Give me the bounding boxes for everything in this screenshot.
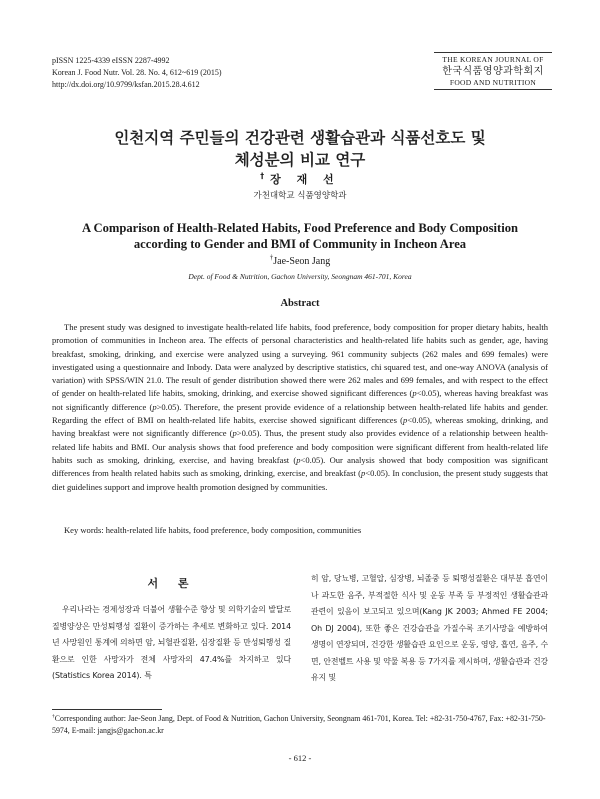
- citation-block: [52, 55, 222, 91]
- journal-logo-line2: 한국식품영양과학회지: [442, 66, 544, 77]
- body-column-right: 히 암, 당뇨병, 고혈압, 심장병, 뇌졸중 등 퇴행성질환은 대부분 흡연이나 과도한 음주, 부적절한 식사 및 운동 부족 등 부정적인 생활습관과 관련이 있음이 보고되고 있으며(Kang JK 2003; Ahmed FE 2004; Oh DJ 2004), 또한 좋은 건강습관을 가질수록 조기사망을 예방하여 생명이 연장되며, 건강한 생활습관 요인으로 운동, 영양, 흡연, 음주, 수면, 안전벨트 사용 및 약물 복용 등 7가지를 제시하며, 생활습관과 건강유지 및: [311, 574, 548, 682]
- doi-link[interactable]: http://dx.doi.org/10.9799/ksfan.2015.28.4.612: [52, 80, 200, 89]
- title-korean: [0, 127, 600, 171]
- title-korean-line1: 인천지역 주민들의 건강관련 생활습관과 식품선호도 및: [114, 129, 486, 147]
- title-english-line2: according to Gender and BMI of Community in Incheon Area: [133, 237, 467, 251]
- section-heading-introduction: 서 론: [147, 577, 197, 590]
- footnote-text: Corresponding author: Jae-Seon Jang, Dept. of Food & Nutrition, Gachon University, Seongnam 461-701, Korea. Tel: +82-31-750-4767, Fax: +82-31-750-5974, E-mail: jangjs@gachon.ac.kr: [52, 714, 546, 735]
- journal-logo-line3: FOOD AND NUTRITION: [449, 78, 537, 87]
- p-symbol: p: [152, 401, 157, 412]
- title-english-line1: A Comparison of Health-Related Habits, Food Preference and Body Composition: [81, 221, 519, 235]
- footnote-divider: [52, 709, 162, 710]
- corresponding-mark: †: [269, 253, 274, 262]
- body-column-left: 우리나라는 경제성장과 더불어 생활수준 향상 및 의학기술의 발달로 질병양상은 만성퇴행성 질환이 증가하는 추세로 변화하고 있다. 2014년 사망원인 통계에 의하면 암, 뇌혈관질환, 심장질환 등 만성퇴행성 질환으로 인한 사망자가 전체 사망자의 47.4%를 차지하고 있다(Statistics Korea 2014). 특: [52, 605, 291, 680]
- page-number: - 612 -: [288, 753, 312, 763]
- author-english: [0, 253, 600, 267]
- affiliation-english: Dept. of Food & Nutrition, Gachon University, Seongnam 461-701, Korea: [188, 272, 412, 281]
- footnote-mark: †: [52, 713, 55, 720]
- author-korean-name: 장 재 선: [270, 173, 340, 186]
- abstract-heading: Abstract: [280, 298, 320, 309]
- journal-logo-line1: THE KOREAN JOURNAL OF: [442, 55, 544, 64]
- issn: pISSN 1225-4339 eISSN 2287-4992: [52, 56, 170, 65]
- journal-logo: [434, 52, 552, 90]
- abstract-part: <0.05), whereas having breakfast was not significantly difference (: [52, 388, 548, 412]
- footnote: [52, 713, 548, 737]
- author-korean: [0, 171, 600, 187]
- abstract-text: [52, 321, 548, 494]
- p-symbol: p: [296, 454, 301, 465]
- keywords: Key words: health-related life habits, food preference, body composition, communities: [64, 525, 362, 535]
- p-symbol: p: [232, 428, 237, 439]
- abstract-part: <0.05), whereas smoking, drinking, and having breakfast were not significantly difference (: [52, 415, 549, 439]
- author-english-name: Jae-Seon Jang: [273, 256, 331, 267]
- p-symbol: p: [360, 468, 366, 479]
- journal-citation: Korean J. Food Nutr. Vol. 28. No. 4, 612~619 (2015): [52, 68, 222, 77]
- affiliation-korean: 가천대학교 식품영양학과: [253, 191, 347, 201]
- title-korean-line2: 체성분의 비교 연구: [234, 151, 366, 169]
- abstract-part: >0.05). Therefore, the present provide evidence of a relationship between health-related life habits and gender. Regarding the effect of BMI on health-related life habits, exercise showed significant differences (: [52, 401, 548, 426]
- p-symbol: p: [412, 388, 417, 399]
- abstract-part: >0.05). Thus, the present study also provides evidence of a relationship between health-related life habits and BMI. Our analysis shows that food preference and body composition were significant different from health-related life habits such as smoking, drinking, exercise, and having breakfast (: [52, 428, 548, 465]
- abstract-part: <0.05). Our analysis showed that body composition was significant differences from health related habits such as smoking, drinking, exercise, and breakfast (: [52, 454, 548, 479]
- p-symbol: p: [403, 415, 408, 426]
- abstract-part: The present study was designed to investigate health-related life habits, food preference, body composition for proper dietary habits, health promotion of communities in Incheon area. The effects of personal characteristics and health-related life habits such as gender, age, having breakfast, smoking, drinking, and exercise were analyzed using a surveying. 961 community subjects (262 males and 699 females) were investigated using a questionnaire and Inbody. Data were analyzed by descriptive statistics, chi squared test, and one-way ANOVA (analysis of variation) with SPSS/WIN 21.0. The result of gender distribution showed there were 262 males and 699 females, and with respect to the effect of gender on health-related life habits, smoking, drinking, and exercise showed significant differences (: [52, 322, 548, 399]
- abstract-part: <0.05). In conclusion, the present study suggests that diet guidelines support and improve health promotion designed by communities.: [52, 468, 548, 492]
- title-english: [0, 220, 600, 252]
- corresponding-mark: †: [260, 171, 271, 181]
